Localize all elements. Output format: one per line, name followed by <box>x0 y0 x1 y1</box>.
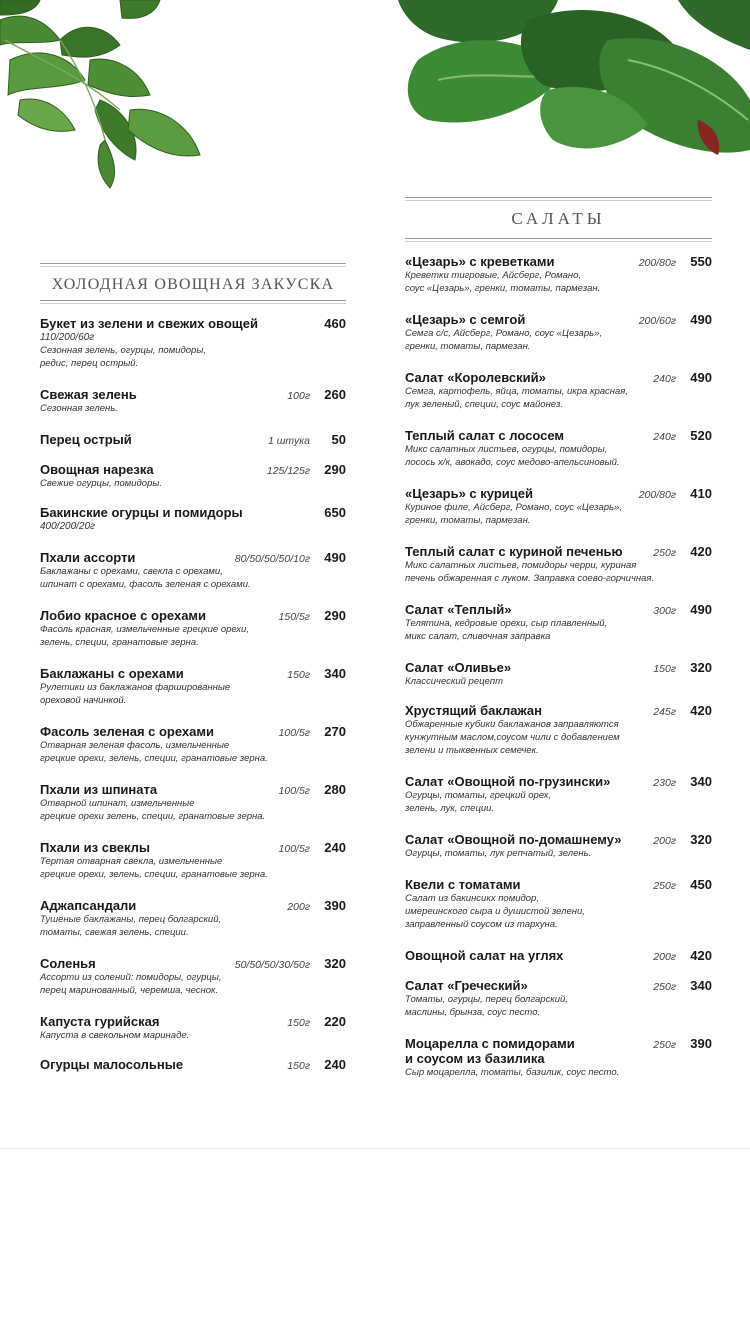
dish-name: Квели с томатами <box>405 877 521 892</box>
menu-item <box>405 832 712 860</box>
menu-item <box>405 486 712 527</box>
menu-item-row <box>40 898 346 913</box>
dish-price: 460 <box>324 316 346 331</box>
menu-item <box>40 505 346 533</box>
section-title: САЛАТЫ <box>511 209 606 228</box>
menu-item-row <box>405 428 712 443</box>
dish-price: 390 <box>324 898 346 913</box>
menu-item-row <box>40 840 346 855</box>
menu-item <box>40 550 346 591</box>
dish-weight: 150/5г <box>278 611 310 623</box>
dish-weight: 200г <box>653 951 676 963</box>
dish-name: Салат «Овощной по-грузински» <box>405 774 611 789</box>
dish-name: Моцарелла с помидорами и соусом из базилика <box>405 1036 575 1066</box>
dish-portion: 400/200/20г <box>40 521 95 532</box>
dish-name: Аджапсандали <box>40 898 137 913</box>
menu-item <box>40 666 346 707</box>
dish-description: Тушеные баклажаны, перец болгарский, томаты, свежая зелень, специи. <box>40 914 222 938</box>
dish-weight: 250г <box>653 1039 676 1051</box>
dish-name: Салат «Греческий» <box>405 978 528 993</box>
menu-item-row <box>40 1057 346 1072</box>
dish-weight: 250г <box>653 880 676 892</box>
dish-price: 520 <box>690 428 712 443</box>
dish-description: Капуста в свекольном маринаде. <box>40 1030 190 1041</box>
dish-weight: 200г <box>287 901 310 913</box>
dish-weight: 240г <box>653 373 676 385</box>
dish-portion: 110/200/60г <box>40 332 95 343</box>
dish-price: 490 <box>690 312 712 327</box>
dish-price: 420 <box>690 544 712 559</box>
menu-item-row <box>405 486 712 501</box>
dish-price: 340 <box>324 666 346 681</box>
dish-description: Ассорти из солений: помидоры, огурцы, перец маринованный, черемша, чеснок. <box>40 972 222 996</box>
dish-description: Сыр моцарелла, томаты, базилик, соус песто. <box>405 1067 620 1078</box>
dish-name: Салат «Оливье» <box>405 660 512 675</box>
dish-weight: 100/5г <box>278 843 310 855</box>
dish-name: Теплый салат с лососем <box>405 428 565 443</box>
divider <box>405 238 712 242</box>
dish-description: Креветки тигровые, Айсберг, Романо, соус «Цезарь», гренки, томаты, пармезан. <box>405 270 601 294</box>
dish-weight: 250г <box>653 547 676 559</box>
dish-weight: 100г <box>287 390 310 402</box>
menu-item <box>405 312 712 353</box>
dish-weight: 200/80г <box>638 257 676 269</box>
menu-item-row <box>405 312 712 327</box>
dish-description: Классический рецепт <box>405 676 503 687</box>
dish-weight: 80/50/50/50/10г <box>234 553 310 565</box>
dish-description: Сезонная зелень. <box>40 403 118 414</box>
dish-description: Томаты, огурцы, перец болгарский, маслины, брынза, соус песто. <box>405 994 568 1018</box>
menu-item-row <box>40 956 346 971</box>
dish-name: Пхали ассорти <box>40 550 136 565</box>
dish-price: 240 <box>324 1057 346 1072</box>
dish-price: 220 <box>324 1014 346 1029</box>
spinach-illustration <box>378 0 750 170</box>
salads-section <box>405 197 712 1079</box>
dish-weight: 50/50/50/30/50г <box>234 959 310 971</box>
divider <box>40 300 346 304</box>
menu-item-row <box>40 387 346 402</box>
menu-item <box>405 703 712 757</box>
dish-weight: 300г <box>653 605 676 617</box>
menu-list <box>405 254 712 1079</box>
menu-item-row <box>405 254 712 269</box>
dish-description: Свежие огурцы, помидоры. <box>40 478 162 489</box>
dish-description: Семга с/с, Айсберг, Романо, соус «Цезарь», гренки, томаты, пармезан. <box>405 328 603 352</box>
menu-item-row <box>405 832 712 847</box>
dish-description: Семга, картофель, яйца, томаты, икра красная, лук зеленый, специи, соус майонез. <box>405 386 629 410</box>
menu-item <box>40 608 346 649</box>
menu-item-row <box>40 782 346 797</box>
menu-item <box>405 544 712 585</box>
dish-description: Огурцы, томаты, лук репчатый, зелень. <box>405 848 592 859</box>
menu-item-row <box>405 978 712 993</box>
menu-item <box>405 254 712 295</box>
dish-weight: 200г <box>653 835 676 847</box>
dish-name: Букет из зелени и свежих овощей <box>40 316 258 331</box>
dish-name: Салат «Овощной по-домашнему» <box>405 832 622 847</box>
parsley-illustration <box>0 0 205 190</box>
dish-name: «Цезарь» с креветками <box>405 254 555 269</box>
menu-item <box>405 660 712 688</box>
dish-price: 290 <box>324 608 346 623</box>
dish-name: Пхали из свеклы <box>40 840 151 855</box>
dish-weight: 1 штука <box>267 435 310 447</box>
menu-item-row <box>405 660 712 675</box>
menu-item <box>40 1014 346 1042</box>
menu-item-row <box>405 703 712 718</box>
dish-weight: 240г <box>653 431 676 443</box>
dish-description: Тертая отварная свекла, измельченные грецкие орехи, зелень, специи, гранатовые зерна. <box>40 856 268 880</box>
dish-price: 490 <box>324 550 346 565</box>
dish-weight: 150г <box>653 663 676 675</box>
dish-description: Отварная зеленая фасоль, измельченные грецкие орехи, зелень, специи, гранатовые зерна. <box>40 740 268 764</box>
menu-item <box>405 978 712 1019</box>
dish-name: Хрустящий баклажан <box>405 703 542 718</box>
menu-item-row <box>40 666 346 681</box>
menu-item-row <box>40 462 346 477</box>
dish-name: Свежая зелень <box>40 387 137 402</box>
menu-list <box>40 316 346 1072</box>
dish-description: Микс салатных листьев, огурцы, помидоры, лосось х/к, авокадо, соус медово-апельсиновый. <box>405 444 620 468</box>
menu-item <box>40 462 346 490</box>
dish-description: Фасоль красная, измельченные грецкие орехи, зелень, специи, гранатовые зерна. <box>40 624 249 648</box>
page-divider <box>0 1148 750 1149</box>
dish-name: Лобио красное с орехами <box>40 608 207 623</box>
menu-item <box>405 602 712 643</box>
menu-item <box>40 782 346 823</box>
menu-item <box>40 724 346 765</box>
dish-price: 410 <box>690 486 712 501</box>
dish-description: Куриное филе, Айсберг, Романо, соус «Цезарь», гренки, томаты, пармезан. <box>405 502 622 526</box>
menu-item-row <box>40 608 346 623</box>
dish-price: 650 <box>324 505 346 520</box>
dish-price: 340 <box>690 774 712 789</box>
menu-item-row <box>405 774 712 789</box>
dish-description: Сезонная зелень, огурцы, помидоры, редис, перец острый. <box>40 345 206 369</box>
dish-price: 290 <box>324 462 346 477</box>
dish-weight: 100/5г <box>278 785 310 797</box>
dish-price: 390 <box>690 1036 712 1051</box>
menu-item-row <box>405 544 712 559</box>
menu-item-row <box>40 432 346 447</box>
dish-price: 340 <box>690 978 712 993</box>
dish-description: Микс салатных листьев, помидоры черри, куриная печень обжаренная с луком. Заправка соево-горчичная. <box>405 560 655 584</box>
dish-weight: 100/5г <box>278 727 310 739</box>
dish-price: 280 <box>324 782 346 797</box>
menu-item <box>405 370 712 411</box>
menu-item <box>40 316 346 370</box>
menu-item-row <box>40 316 346 331</box>
section-title: ХОЛОДНАЯ ОВОЩНАЯ ЗАКУСКА <box>51 276 335 293</box>
menu-item-row <box>40 505 346 520</box>
menu-item <box>40 432 346 447</box>
dish-price: 420 <box>690 703 712 718</box>
menu-item-row <box>40 1014 346 1029</box>
dish-weight: 200/60г <box>638 315 676 327</box>
dish-name: Фасоль зеленая с орехами <box>40 724 215 739</box>
dish-weight: 125/125г <box>266 465 310 477</box>
dish-name: «Цезарь» с курицей <box>405 486 533 501</box>
dish-name: Перец острый <box>40 432 132 447</box>
dish-name: Салат «Королевский» <box>405 370 546 385</box>
dish-description: Огурцы, томаты, грецкий орех, зелень, лук, специи. <box>405 790 552 814</box>
dish-name: Теплый салат с куриной печенью <box>405 544 623 559</box>
dish-weight: 150г <box>287 669 310 681</box>
dish-price: 320 <box>690 660 712 675</box>
dish-description: Салат из бакинсикх помидор, имереинского сыра и душистой зелени, заправленный соусом из тархуна. <box>405 893 585 930</box>
dish-price: 240 <box>324 840 346 855</box>
dish-price: 550 <box>690 254 712 269</box>
dish-description: Обжаренные кубики баклажанов заправляются кунжутным маслом,соусом чили с добавлением зелени и тыквенных семечек. <box>405 719 620 756</box>
dish-price: 260 <box>324 387 346 402</box>
dish-name: Овощной салат на углях <box>405 948 564 963</box>
dish-price: 320 <box>690 832 712 847</box>
menu-item-row <box>405 948 712 963</box>
menu-item <box>40 387 346 415</box>
menu-item-row <box>405 877 712 892</box>
dish-name: Капуста гурийская <box>40 1014 160 1029</box>
dish-name: Салат «Теплый» <box>405 602 512 617</box>
section-header <box>40 263 346 304</box>
menu-item <box>40 840 346 881</box>
menu-item-row <box>40 550 346 565</box>
menu-item-row <box>40 724 346 739</box>
dish-price: 450 <box>690 877 712 892</box>
dish-description: Баклажаны с орехами, свекла с орехами, шпинат с орехами, фасоль зеленая с орехами. <box>40 566 251 590</box>
dish-name: Бакинские огурцы и помидоры <box>40 505 243 520</box>
dish-name: Огурцы малосольные <box>40 1057 184 1072</box>
dish-name: Баклажаны с орехами <box>40 666 184 681</box>
dish-description: Телятина, кедровые орехи, сыр плавленный, микс салат, сливочная заправка <box>405 618 608 642</box>
menu-item <box>405 774 712 815</box>
dish-weight: 150г <box>287 1060 310 1072</box>
dish-description: Рулетики из баклажанов фаршированные ореховой начинкой. <box>40 682 231 706</box>
dish-price: 50 <box>331 432 346 447</box>
dish-price: 320 <box>324 956 346 971</box>
dish-price: 490 <box>690 370 712 385</box>
menu-item <box>40 1057 346 1072</box>
menu-item-row <box>405 1036 712 1066</box>
cold-appetizers-section <box>40 263 346 1072</box>
menu-item-row <box>405 370 712 385</box>
dish-name: Соленья <box>40 956 96 971</box>
dish-name: Овощная нарезка <box>40 462 154 477</box>
dish-weight: 250г <box>653 981 676 993</box>
section-header <box>405 197 712 242</box>
dish-price: 490 <box>690 602 712 617</box>
dish-name: Пхали из шпината <box>40 782 158 797</box>
dish-weight: 150г <box>287 1017 310 1029</box>
dish-weight: 245г <box>653 706 676 718</box>
menu-item <box>405 877 712 931</box>
menu-item <box>405 948 712 963</box>
menu-item <box>40 956 346 997</box>
dish-price: 270 <box>324 724 346 739</box>
dish-name: «Цезарь» с семгой <box>405 312 526 327</box>
dish-description: Отварной шпинат, измельченные грецкие орехи зелень, специи, гранатовые зерна. <box>40 798 266 822</box>
dish-price: 420 <box>690 948 712 963</box>
dish-weight: 200/80г <box>638 489 676 501</box>
menu-item <box>405 428 712 469</box>
menu-item-row <box>405 602 712 617</box>
menu-item <box>405 1036 712 1079</box>
menu-item <box>40 898 346 939</box>
dish-weight: 230г <box>653 777 676 789</box>
